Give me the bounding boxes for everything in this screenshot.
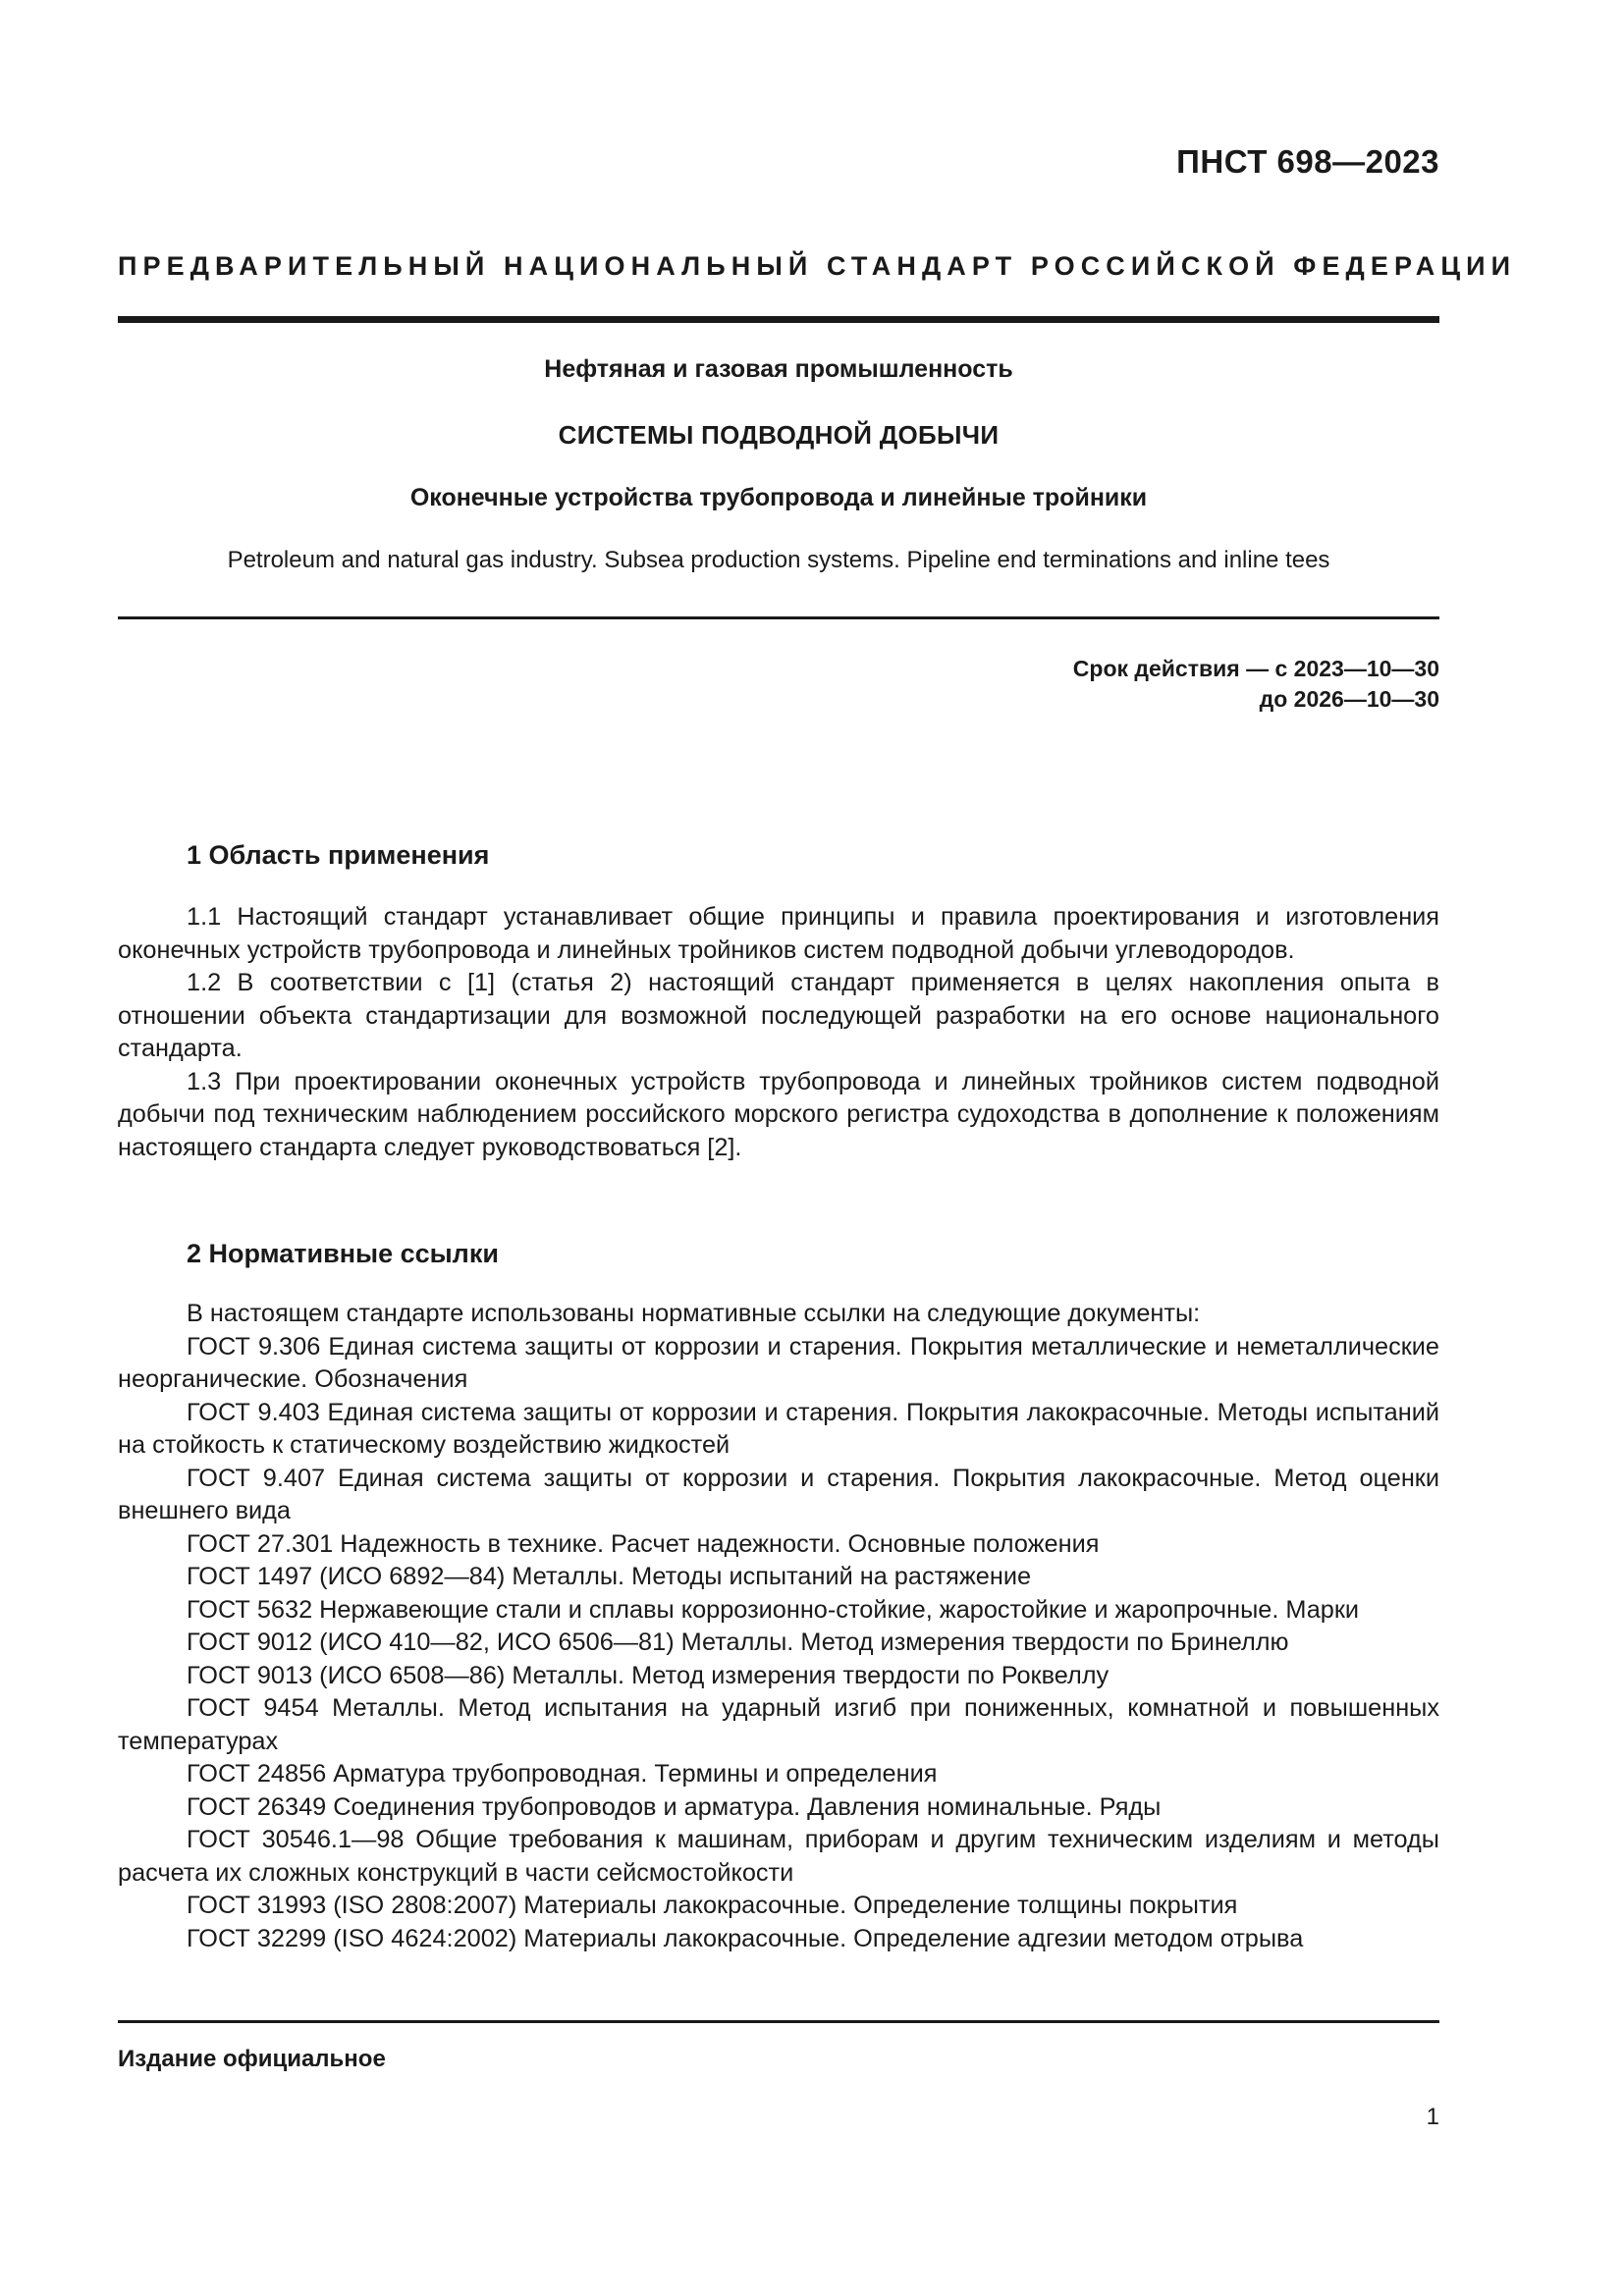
paragraph-1-2: 1.2 В соответствии с [1] (статья 2) настоящий стандарт применяется в целях накопления опыта в отношении объекта стандартизации для возможной последующей разработки на его основе национального стандарта.	[118, 969, 1439, 1062]
standard-type-banner: ПРЕДВАРИТЕЛЬНЫЙ НАЦИОНАЛЬНЫЙ СТАНДАРТ РОССИЙСКОЙ ФЕДЕРАЦИИ	[118, 251, 1517, 281]
standard-designation: ПНСТ 698—2023	[1176, 143, 1439, 180]
reference-item: ГОСТ 27.301 Надежность в технике. Расчет надежности. Основные положения	[187, 1529, 1100, 1558]
footer-rule	[118, 2020, 1439, 2023]
reference-item: ГОСТ 31993 (ISO 2808:2007) Материалы лакокрасочные. Определение толщины покрытия	[187, 1892, 1238, 1919]
title-subtitle: Оконечные устройства трубопровода и линейные тройники	[409, 484, 1148, 511]
page-number: 1	[1426, 2104, 1439, 2130]
reference-item: ГОСТ 32299 (ISO 4624:2002) Материалы лакокрасочные. Определение адгезии методом отрыва	[187, 1924, 1304, 1952]
title-main: СИСТЕМЫ ПОДВОДНОЙ ДОБЫЧИ	[558, 420, 1000, 450]
section-1-heading: 1 Область применения	[187, 840, 490, 870]
document-page	[118, 0, 1517, 2296]
paragraph-1-1: 1.1 Настоящий стандарт устанавливает общие принципы и правила проектирования и изготовления оконечных устройств трубопровода и линейных тройников систем подводной добычи углеводородов.	[118, 903, 1439, 964]
references-intro: В настоящем стандарте использованы нормативные ссылки на следующие документы:	[187, 1300, 1201, 1327]
paragraph-1-3: 1.3 При проектировании оконечных устройств трубопровода и линейных тройников систем подводной добычи под техническим наблюдением российского морского регистра судоходства в дополнение к положениям настоящего стандарта следует руководствоваться [2].	[118, 1067, 1439, 1161]
reference-item: ГОСТ 9454 Металлы. Метод испытания на ударный изгиб при пониженных, комнатной и повышенных температурах	[118, 1694, 1439, 1755]
validity-period	[1073, 654, 1439, 715]
reference-item: ГОСТ 5632 Нержавеющие стали и сплавы коррозионно-стойкие, жаростойкие и жаропрочные. Марки	[187, 1595, 1360, 1624]
official-edition-label: Издание официальное	[118, 2046, 386, 2072]
section-2-body	[118, 1298, 1439, 1955]
section-2-heading: 2 Нормативные ссылки	[187, 1239, 499, 1268]
section-1-body	[118, 901, 1439, 1164]
reference-item: ГОСТ 1497 (ИСО 6892—84) Металлы. Методы испытаний на растяжение	[187, 1563, 1032, 1590]
header-thick-rule	[118, 316, 1439, 323]
reference-item: ГОСТ 9.306 Единая система защиты от коррозии и старения. Покрытия металлические и неметаллические неорганические. Обозначения	[118, 1332, 1439, 1393]
title-industry-group: Нефтяная и газовая промышленность	[544, 355, 1013, 383]
validity-start: Срок действия — с 2023—10—30	[1072, 656, 1439, 681]
reference-item: ГОСТ 9.403 Единая система защиты от коррозии и старения. Покрытия лакокрасочные. Методы испытаний на стойкость к статическому воздействию жидкостей	[118, 1398, 1439, 1459]
title-english: Petroleum and natural gas industry. Subsea production systems. Pipeline end terminations and inline tees	[227, 547, 1330, 573]
reference-item: ГОСТ 9.407 Единая система защиты от коррозии и старения. Покрытия лакокрасочные. Метод оценки внешнего вида	[118, 1464, 1439, 1524]
reference-item: ГОСТ 24856 Арматура трубопроводная. Термины и определения	[187, 1760, 938, 1788]
validity-end: до 2026—10—30	[1259, 686, 1439, 712]
reference-item: ГОСТ 9013 (ИСО 6508—86) Металлы. Метод измерения твердости по Роквеллу	[187, 1661, 1110, 1689]
reference-item: ГОСТ 9012 (ИСО 410—82, ИСО 6506—81) Металлы. Метод измерения твердости по Бринеллю	[187, 1629, 1289, 1656]
reference-item: ГОСТ 30546.1—98 Общие требования к машинам, приборам и другим техническим изделиям и методы расчета их сложных конструкций в части сейсмостойкости	[118, 1826, 1439, 1887]
reference-item: ГОСТ 26349 Соединения трубопроводов и арматура. Давления номинальные. Ряды	[187, 1792, 1162, 1821]
title-bottom-rule	[118, 616, 1439, 619]
